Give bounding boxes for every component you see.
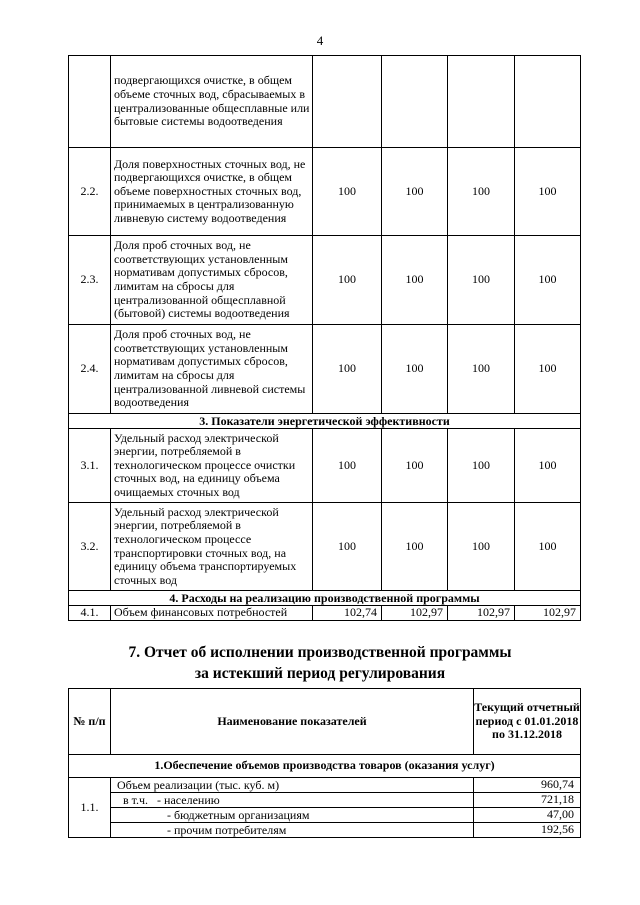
row-value: 102,74 <box>313 606 382 621</box>
row-value: 100 <box>313 236 382 325</box>
table-row <box>69 148 581 236</box>
row-number: 3.2. <box>69 503 111 591</box>
header-row <box>69 689 581 755</box>
row-name: Доля проб сточных вод, не соответствующих установленным нормативам допустимых сбросов, лимитам на сбросы для централизованной ливневой системы водоотведения <box>111 325 313 414</box>
row-value: 100 <box>515 429 581 503</box>
row-name: - бюджетным организациям <box>111 808 474 823</box>
row-value: 100 <box>382 429 448 503</box>
table-row <box>69 606 581 621</box>
row-value: 100 <box>313 325 382 414</box>
row-value: 721,18 <box>474 793 581 808</box>
row-name: Объем реализации (тыс. куб. м) <box>111 778 474 793</box>
row-name: Объем финансовых потребностей <box>111 606 313 621</box>
row-value: 100 <box>382 148 448 236</box>
row-number: 2.4. <box>69 325 111 414</box>
row-value: 100 <box>382 325 448 414</box>
row-value: 100 <box>448 236 515 325</box>
row-value: 100 <box>382 503 448 591</box>
indicators-table <box>68 55 581 621</box>
row-value: 100 <box>313 148 382 236</box>
row-number: 2.3. <box>69 236 111 325</box>
section-row <box>69 591 581 606</box>
row-value: 100 <box>313 429 382 503</box>
row-subname: - населению <box>157 792 220 807</box>
row-value: 960,74 <box>474 778 581 793</box>
row-prefix: в т.ч. <box>123 792 149 807</box>
section-7-title <box>0 642 640 684</box>
row-value: 47,00 <box>474 808 581 823</box>
header-period: Текущий отчетный период с 01.01.2018 по 31.12.2018 <box>474 689 581 755</box>
row-value: 100 <box>382 236 448 325</box>
row-value: 102,97 <box>382 606 448 621</box>
row-value: 100 <box>448 325 515 414</box>
row-value: 100 <box>515 503 581 591</box>
section-heading-expenses: 4. Расходы на реализацию производственной программы <box>69 591 581 606</box>
row-value: 100 <box>448 429 515 503</box>
row-value: 100 <box>448 503 515 591</box>
row-number: 4.1. <box>69 606 111 621</box>
row-value <box>515 56 581 148</box>
row-value: 102,97 <box>448 606 515 621</box>
row-value <box>313 56 382 148</box>
table-row <box>69 808 581 823</box>
table-row <box>69 503 581 591</box>
section-row <box>69 414 581 429</box>
row-value <box>448 56 515 148</box>
row-name: Доля поверхностных сточных вод, не подвергающихся очистке, в общем объеме поверхностных сточных вод, принимаемых в централизованную ливневую систему водоотведения <box>111 148 313 236</box>
table-row <box>69 56 581 148</box>
section-heading-production: 1.Обеспечение объемов производства товаров (оказания услуг) <box>69 755 581 778</box>
title-line-2: за истекший период регулирования <box>194 665 446 682</box>
title-line-1: 7. Отчет об исполнении производственной программы <box>128 644 512 661</box>
row-value: 102,97 <box>515 606 581 621</box>
section-row <box>69 755 581 778</box>
row-value: 100 <box>515 148 581 236</box>
row-number: 2.2. <box>69 148 111 236</box>
row-number: 3.1. <box>69 429 111 503</box>
row-name: Доля проб сточных вод, не соответствующих установленным нормативам допустимых сбросов, лимитам на сбросы для централизованной общесплавной (бытовой) системы водоотведения <box>111 236 313 325</box>
row-name: Удельный расход электрической энергии, потребляемой в технологическом процессе очистки сточных вод, на единицу объема очищаемых сточных вод <box>111 429 313 503</box>
row-value: 192,56 <box>474 823 581 838</box>
row-number: 1.1. <box>69 778 111 838</box>
report-table <box>68 688 581 838</box>
table-row <box>69 823 581 838</box>
header-name: Наименование показателей <box>111 689 474 755</box>
row-name: Удельный расход электрической энергии, потребляемой в технологическом процессе транспортировки сточных вод, на единицу объема транспортируемых сточных вод <box>111 503 313 591</box>
table-row <box>69 793 581 808</box>
row-value: 100 <box>515 325 581 414</box>
row-value: 100 <box>313 503 382 591</box>
row-number <box>69 56 111 148</box>
table-row <box>69 778 581 793</box>
row-name <box>111 793 474 808</box>
row-value: 100 <box>448 148 515 236</box>
table-row <box>69 429 581 503</box>
row-value <box>382 56 448 148</box>
table-row <box>69 325 581 414</box>
row-name: - прочим потребителям <box>111 823 474 838</box>
header-number: № п/п <box>69 689 111 755</box>
table-row <box>69 236 581 325</box>
section-heading-energy: 3. Показатели энергетической эффективности <box>69 414 581 429</box>
row-name: подвергающихся очистке, в общем объеме сточных вод, сбрасываемых в централизованные общесплавные или бытовые системы водоотведения <box>111 56 313 148</box>
page-number: 4 <box>316 33 324 48</box>
row-value: 100 <box>515 236 581 325</box>
